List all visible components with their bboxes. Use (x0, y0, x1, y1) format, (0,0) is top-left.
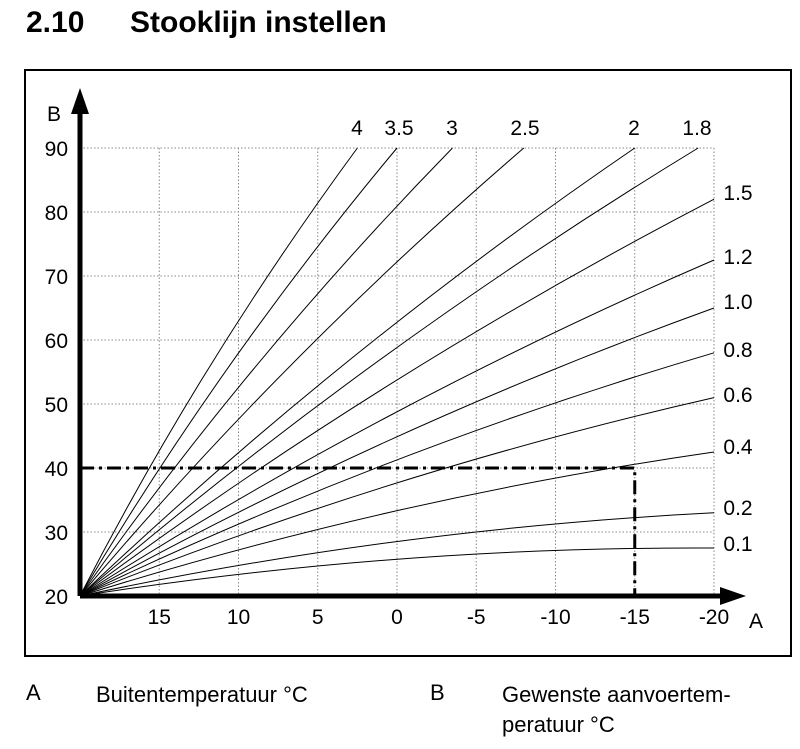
curve-label-1-2: 1.2 (723, 246, 753, 269)
x-tick-label: 10 (226, 606, 251, 629)
y-tick-label: 80 (44, 202, 68, 225)
y-tick-label: 40 (44, 458, 68, 481)
x-tick-label: -5 (466, 606, 486, 629)
y-tick-label: 90 (44, 138, 68, 161)
x-axis-arrow (720, 587, 746, 605)
y-tick-label: 60 (44, 330, 68, 353)
curve-2 (80, 148, 635, 596)
curve-label-3: 3 (446, 117, 458, 140)
x-axis-label: A (748, 610, 764, 633)
curve-label-1-8: 1.8 (682, 117, 712, 140)
legend-b-line-2: peratuur °C (502, 712, 615, 737)
curve-label-1-5: 1.5 (723, 182, 753, 205)
x-tick-label: 0 (391, 606, 403, 629)
legend-a-key: A (26, 680, 41, 705)
chart-labels (45, 103, 763, 633)
y-tick-label: 70 (44, 266, 68, 289)
legend-b-line-1: Gewenste aanvoertem- (502, 682, 731, 707)
curve-4 (80, 148, 357, 596)
curve-0-6 (80, 398, 714, 596)
x-tick-label: -15 (619, 606, 650, 629)
curve-label-2: 2 (628, 117, 640, 140)
y-tick-label: 50 (44, 394, 68, 417)
x-tick-label: 5 (311, 606, 324, 629)
y-tick-label: 20 (44, 586, 68, 609)
curve-label-0-6: 0.6 (723, 384, 753, 407)
curve-label-4: 4 (351, 117, 363, 140)
legend-a-text: Buitentemperatuur °C (96, 682, 308, 707)
curve-label-2-5: 2.5 (510, 117, 540, 140)
curve-label-0-8: 0.8 (723, 339, 753, 362)
curve-label-0-2: 0.2 (723, 497, 753, 520)
x-tick-label: -20 (698, 606, 730, 629)
legend-b-text (502, 680, 731, 740)
y-tick-label: 30 (44, 522, 68, 545)
curve-2-5 (80, 148, 524, 596)
curve-label-3-5: 3.5 (384, 117, 414, 140)
curve-label-0-1: 0.1 (723, 533, 753, 556)
x-tick-label: -10 (540, 606, 571, 629)
chart-axes (71, 88, 746, 605)
y-axis-arrow (71, 88, 89, 114)
section-number: 2.10 (26, 6, 85, 39)
x-tick-label: 15 (147, 606, 171, 629)
curve-label-0-4: 0.4 (723, 436, 753, 459)
legend-b-key: B (430, 680, 445, 705)
curve-label-1-0: 1.0 (723, 291, 753, 314)
section-title: Stooklijn instellen (130, 6, 387, 39)
y-axis-label: B (46, 103, 62, 126)
chart-grid (80, 148, 714, 596)
